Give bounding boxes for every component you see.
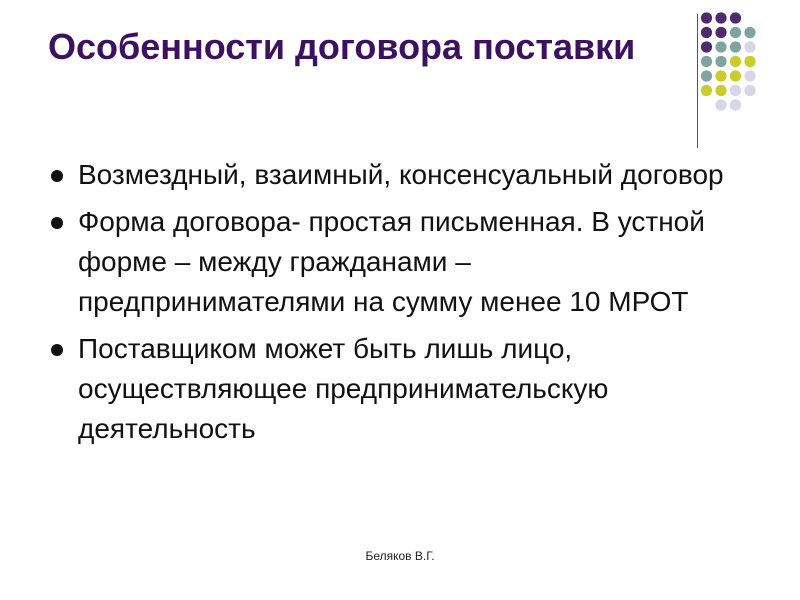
decorative-dot (744, 70, 755, 81)
bullet-dot-icon (51, 344, 63, 356)
decorative-dot (715, 41, 726, 52)
bullet-text: Поставщиком может быть лишь лицо, осуществляющее предпринимательскую деятельность (78, 333, 609, 444)
decorative-dot (715, 12, 726, 23)
vertical-divider-line (697, 14, 698, 148)
decorative-dot (730, 99, 741, 110)
decorative-dot (715, 27, 726, 38)
bullet-item (48, 155, 728, 195)
decorative-dot (730, 70, 741, 81)
slide-title: Особенности договора поставки (48, 26, 636, 67)
decorative-dot (715, 85, 726, 96)
decorative-dot (730, 27, 741, 38)
decorative-dot (701, 12, 712, 23)
decorative-dot (744, 41, 755, 52)
decorative-dot (701, 56, 712, 67)
decorative-dot (715, 56, 726, 67)
decorative-dot (730, 85, 741, 96)
bullet-dot-icon (51, 217, 63, 229)
footer-author: Беляков В.Г. (365, 549, 435, 563)
decorative-dot (744, 56, 755, 67)
decorative-dot (715, 70, 726, 81)
decorative-dot (730, 56, 741, 67)
bullet-text: Форма договора- простая письменная. В устной форме – между гражданами – предпринимателями на сумму менее 10 МРОТ (78, 206, 705, 317)
bullet-dot-icon (51, 170, 63, 182)
decorative-dot (701, 41, 712, 52)
decorative-dot (730, 41, 741, 52)
decorative-dot (701, 27, 712, 38)
decorative-dot (744, 85, 755, 96)
decorative-dot (730, 12, 741, 23)
decorative-dot (701, 70, 712, 81)
bullet-text: Возмездный, взаимный, консенсуальный договор (78, 159, 724, 190)
bullet-item (48, 202, 728, 322)
bullet-list (48, 155, 728, 456)
decorative-dot (701, 85, 712, 96)
decorative-dot (744, 27, 755, 38)
decorative-dot (715, 99, 726, 110)
bullet-item (48, 329, 728, 449)
